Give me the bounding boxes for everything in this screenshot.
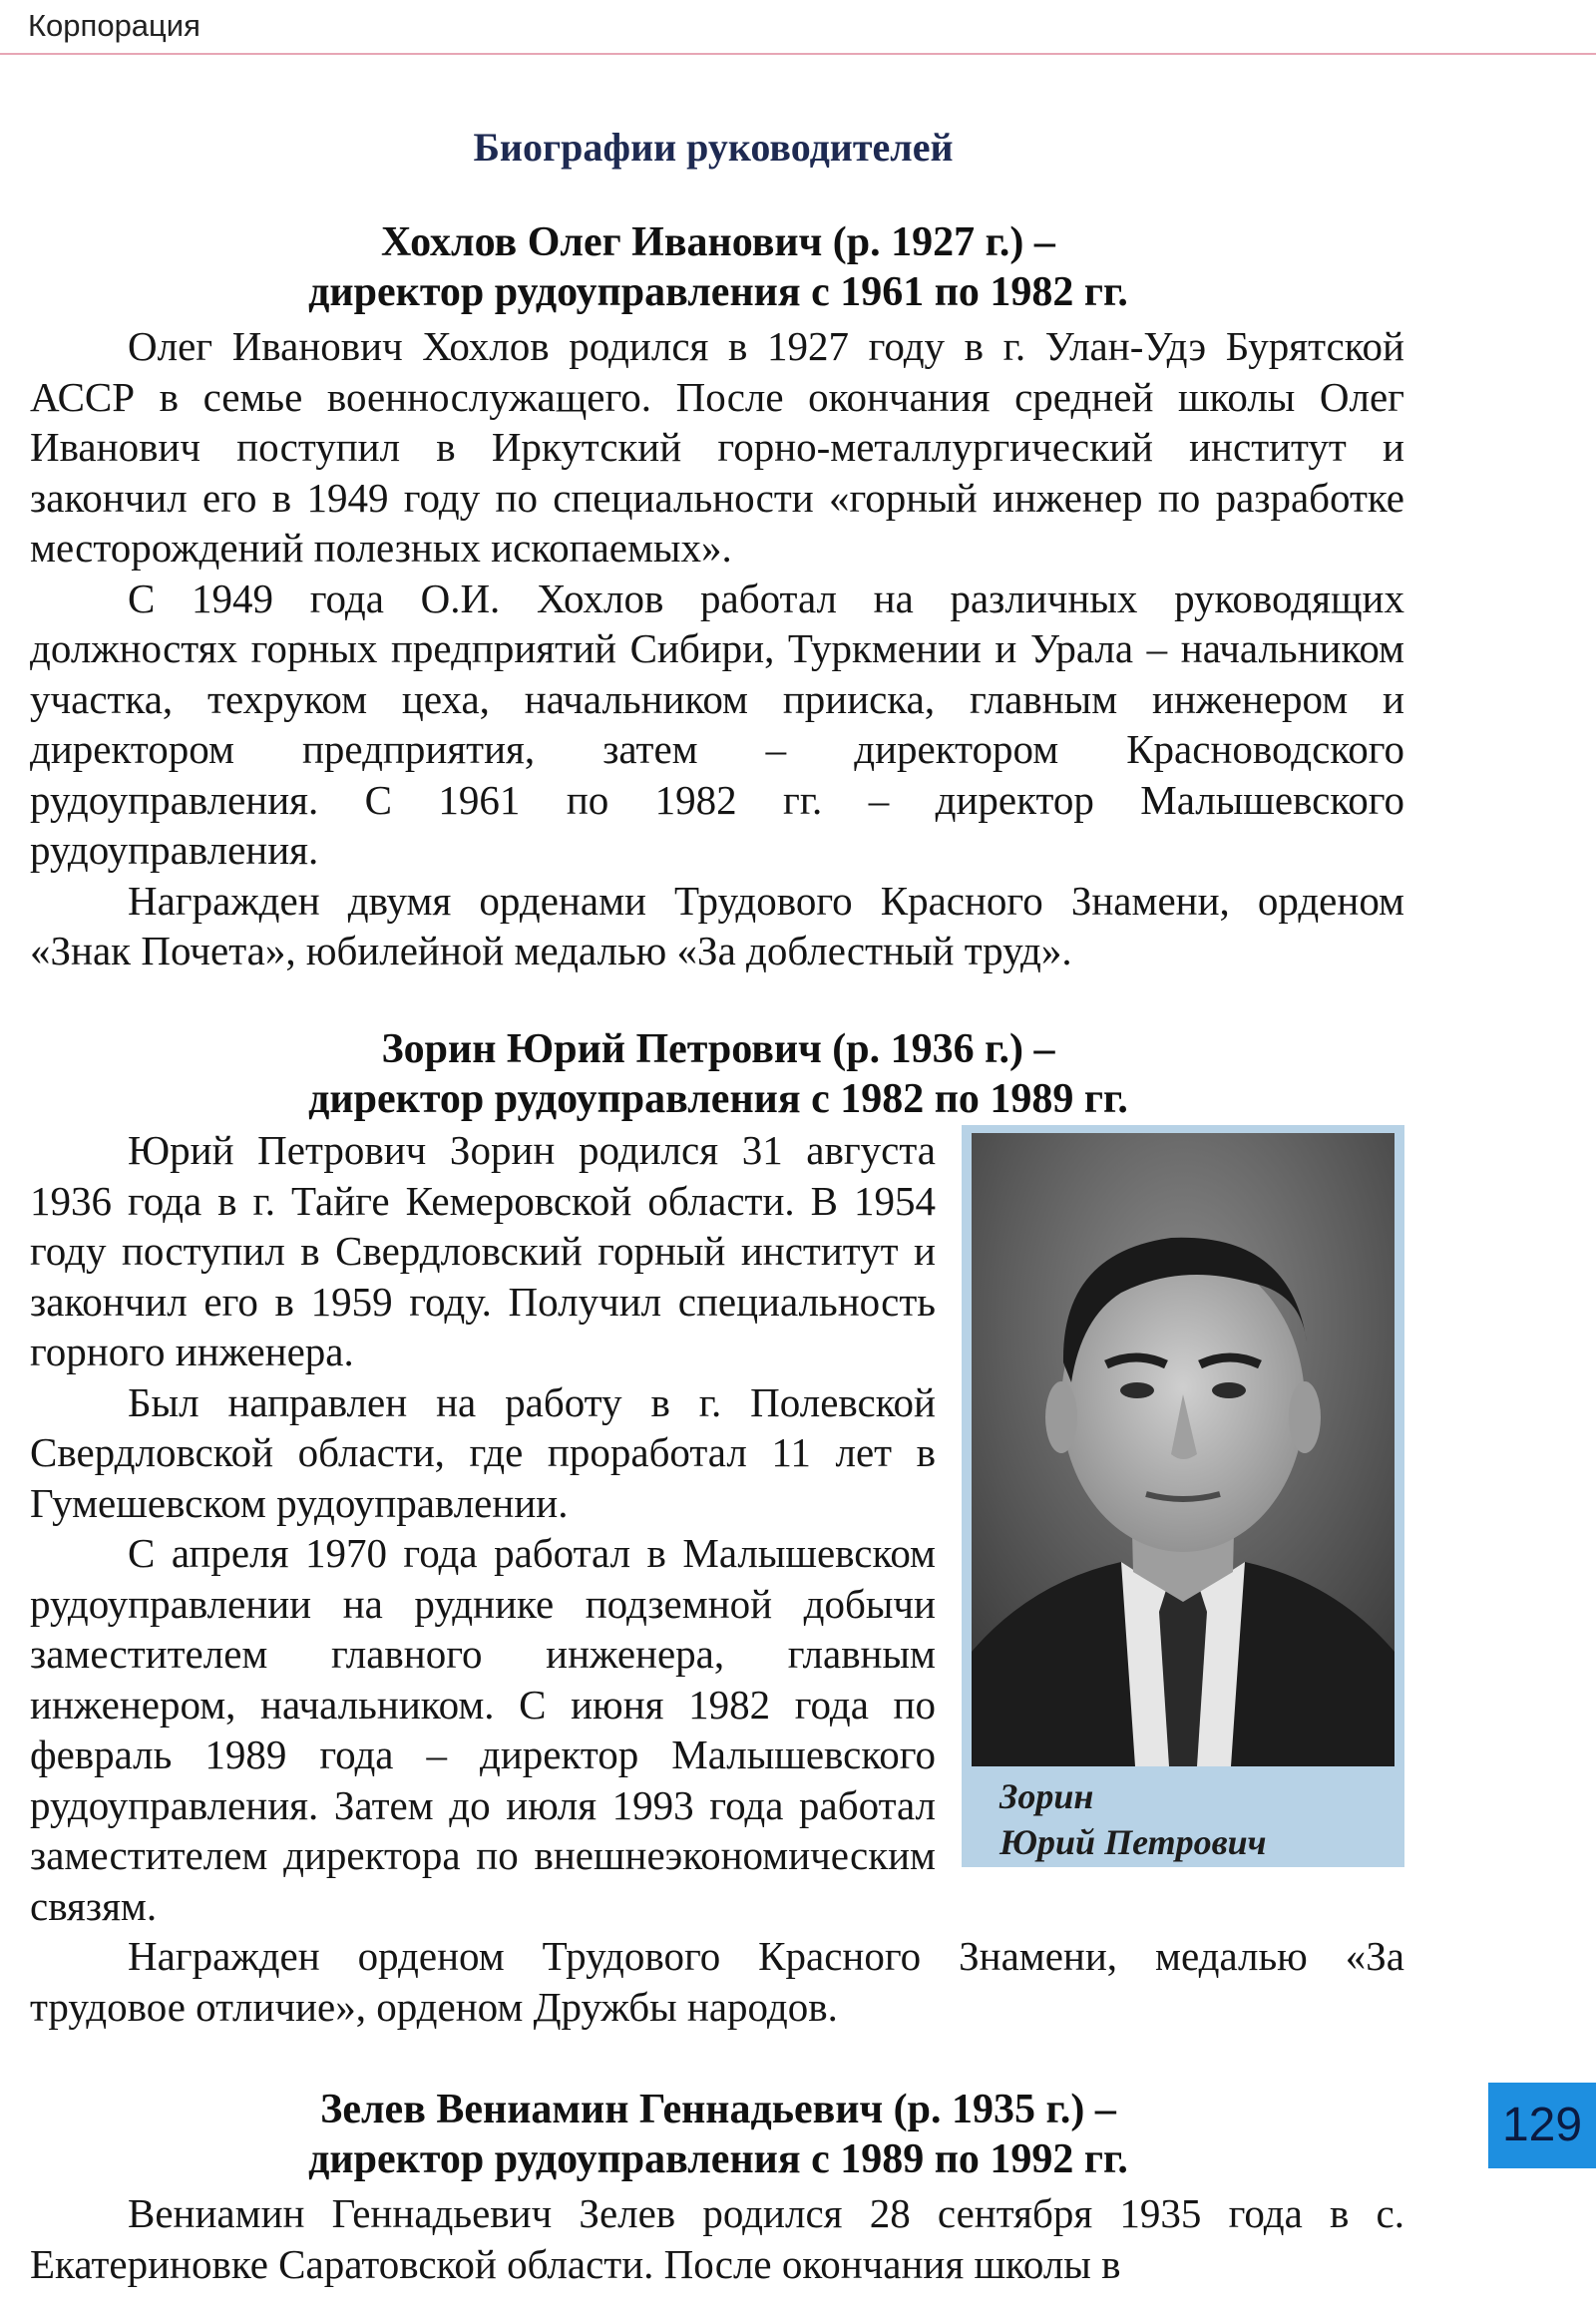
portrait-caption xyxy=(999,1773,1267,1865)
section-title: Биографии руководителей xyxy=(473,125,954,170)
bio-text-zelev xyxy=(30,2188,1404,2289)
bio-paragraph: Награжден двумя орденами Трудового Красного Знамени, орденом «Знак Почета», юбилейной медалью «За доблестный труд». xyxy=(30,877,1404,973)
bio-paragraph: С 1949 года О.И. Хохлов работал на различных руководящих должностях горных предприятий Сибири, Туркмении и Урала – начальником участка, техруком цеха, начальником прииска, главным инженером и директором предприятия, затем – директором Красноводского рудоуправления. С 1961 по 1982 гг. – директор Малышевского рудоуправления. xyxy=(30,575,1404,873)
page-number-tab: 129 xyxy=(1488,2083,1596,2168)
bio-paragraph: Вениамин Геннадьевич Зелев родился 28 сентября 1935 года в с. Екатериновке Саратовской области. После окончания школы в xyxy=(30,2190,1404,2287)
bio-heading-line2: директор рудоуправления с 1989 по 1992 гг. xyxy=(308,2136,1128,2182)
bio-paragraph: Награжден орденом Трудового Красного Знамени, медалью «За трудовое отличие», орденом Дружбы народов. xyxy=(30,1933,1404,2030)
bio-heading-khokhlov xyxy=(30,217,1406,317)
bio-heading-line1: Зелев Вениамин Геннадьевич (р. 1935 г.) – xyxy=(320,2087,1116,2132)
portrait-frame xyxy=(962,1125,1404,1867)
bio-heading-line2: директор рудоуправления с 1961 по 1982 гг. xyxy=(308,269,1128,315)
bio-heading-line1: Хохлов Олег Иванович (р. 1927 г.) – xyxy=(381,219,1055,265)
bio-heading-line2: директор рудоуправления с 1982 по 1989 гг. xyxy=(308,1076,1128,1122)
portrait-illustration xyxy=(972,1133,1395,1766)
bio-heading-zelev xyxy=(30,2085,1406,2184)
bio-paragraph: Был направлен на работу в г. Полевской Свердловской области, где проработал 11 лет в Гумешевском рудоуправлении. xyxy=(30,1378,936,1526)
bio-heading-line1: Зорин Юрий Петрович (р. 1936 г.) – xyxy=(381,1026,1055,1072)
bio-text-khokhlov xyxy=(30,321,1404,976)
bio-text-zorin xyxy=(30,1125,1404,2032)
caption-surname: Зорин xyxy=(999,1776,1094,1816)
running-header: Корпорация xyxy=(28,8,200,43)
bio-paragraph: Юрий Петрович Зорин родился 31 августа 1936 года в г. Тайге Кемеровской области. В 1954 году поступил в Свердловский горный институт и закончил его в 1959 году. Получил специальность горного инженера. xyxy=(30,1127,936,1374)
portrait-photo xyxy=(972,1133,1395,1766)
caption-given-names: Юрий Петрович xyxy=(999,1822,1267,1862)
bio-heading-zorin xyxy=(30,1024,1406,1124)
header-divider xyxy=(0,53,1596,55)
bio-paragraph: Олег Иванович Хохлов родился в 1927 году в г. Улан-Удэ Бурятской АССР в семье военнослужащего. После окончания средней школы Олег Иванович поступил в Иркутский горно-металлургический институт и закончил его в 1949 году по специальности «горный инженер по разработке месторождений полезных ископаемых». xyxy=(30,323,1404,571)
bio-paragraph: С апреля 1970 года работал в Малышевском рудоуправлении на руднике подземной добычи заместителем главного инженера, главным инженером, начальником. С июня 1982 года по февраль 1989 года – директор Малышевского рудоуправления. Затем до июля 1993 года работал заместителем директора по внешнеэкономическим связям. xyxy=(30,1530,936,1929)
